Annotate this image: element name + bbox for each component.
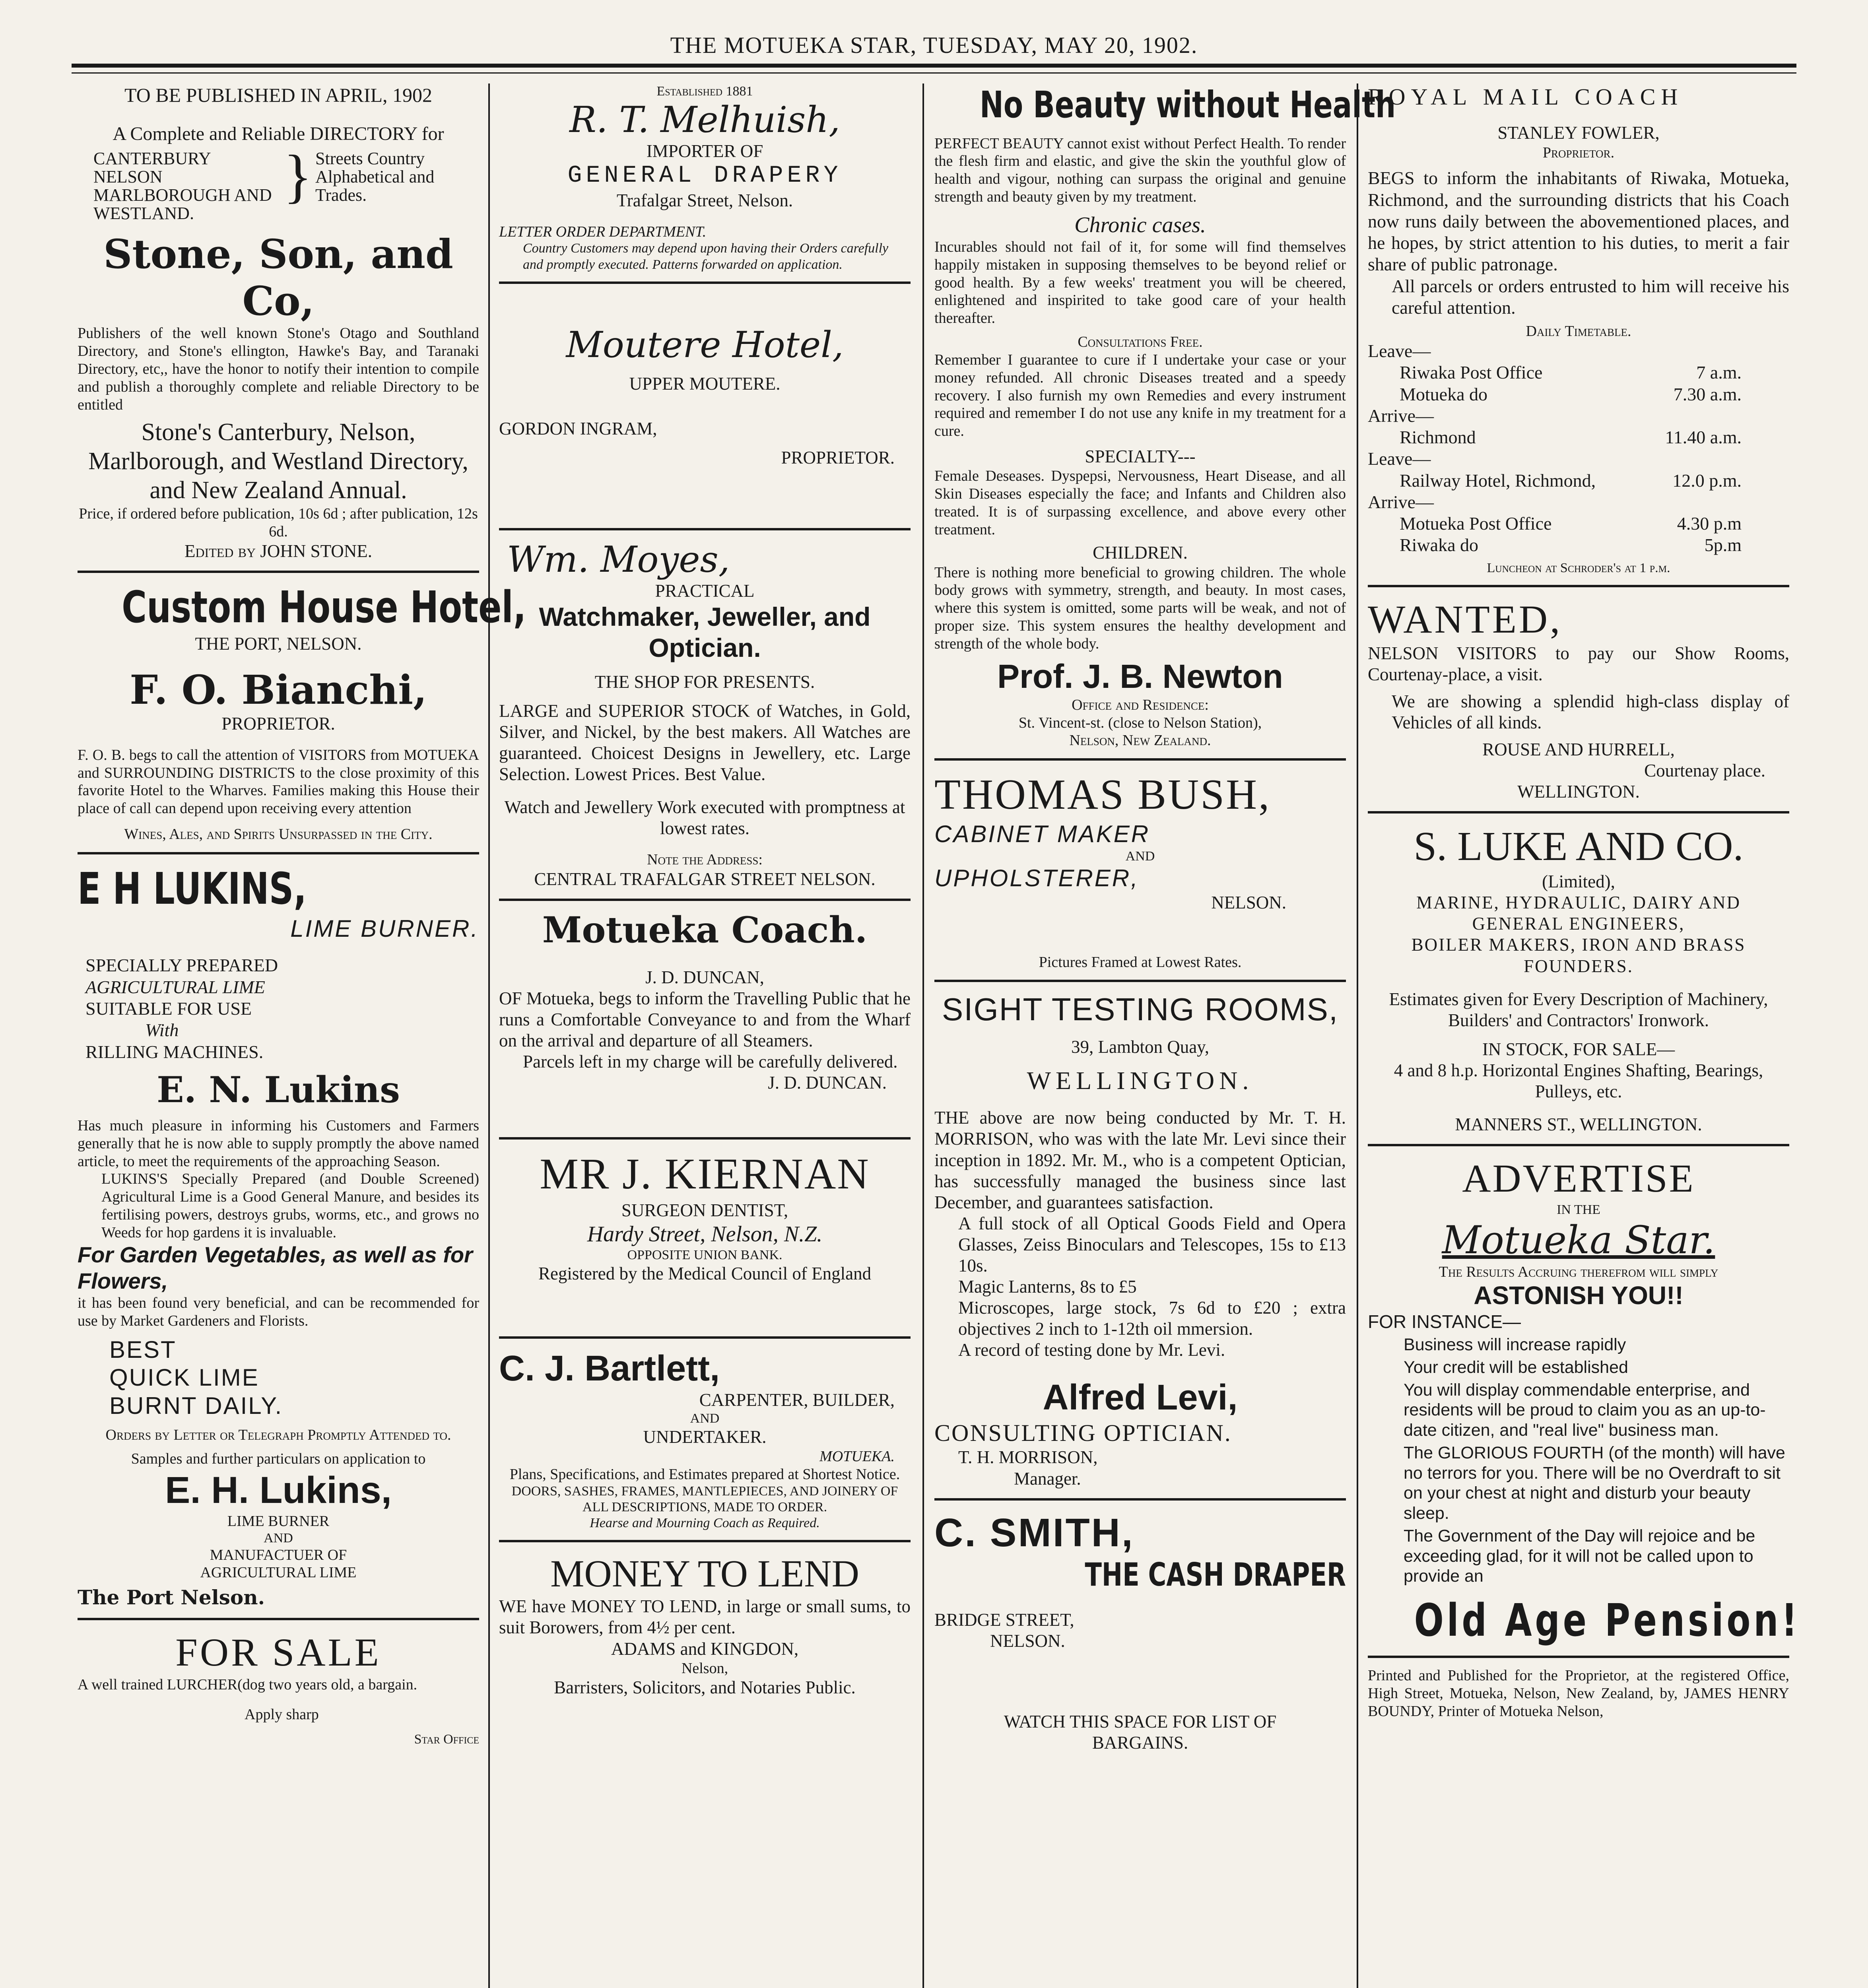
- health-city: Nelson, New Zealand.: [1069, 732, 1211, 749]
- kiernan-role: SURGEON DENTIST,: [621, 1200, 788, 1221]
- for-sale-body: A well trained LURCHER(dog two years old, a bargain.: [78, 1676, 417, 1693]
- moyes-body: LARGE and SUPERIOR STOCK of Watches, in Gold, Silver, and Nickel, by the best makers. All Watches are guaranteed. Choicest Designs in Jewellery, etc. Large Selection. Lowest Prices. Best Value.: [499, 701, 911, 784]
- bartlett-trade2: UNDERTAKER.: [643, 1427, 767, 1447]
- divider: [499, 1336, 911, 1339]
- directory-regions-block: [93, 143, 479, 223]
- ad-moyes: [499, 539, 911, 890]
- lukins-line: With: [145, 1020, 179, 1041]
- luke-items: 4 and 8 h.p. Horizontal Engines Shafting, Bearings, Pulleys, etc.: [1394, 1060, 1763, 1102]
- for-sale-title: FOR SALE: [175, 1630, 381, 1675]
- kiernan-street: Hardy Street, Nelson, N.Z.: [587, 1222, 823, 1247]
- column-3: [926, 83, 1396, 1988]
- sight-levi: Alfred Levi,: [1043, 1378, 1238, 1418]
- bush-frames: Pictures Framed at Lowest Rates.: [1039, 953, 1242, 971]
- smith-city: NELSON.: [990, 1631, 1065, 1651]
- ad-for-sale: [78, 1629, 479, 1747]
- bush-and: AND: [1125, 848, 1155, 864]
- luke-ltd: (Limited),: [1542, 872, 1615, 892]
- smith-name: C. SMITH,: [934, 1510, 1134, 1555]
- advertise-in-the: IN THE: [1557, 1202, 1600, 1217]
- royal-mail-role: Proprietor.: [1542, 144, 1615, 161]
- custom-house-owner: F. O. Bianchi,: [130, 666, 427, 713]
- divider: [78, 571, 479, 573]
- melhuish-dept: LETTER ORDER DEPARTMENT.: [499, 223, 707, 240]
- sight-title: SIGHT TESTING ROOMS,: [942, 992, 1339, 1027]
- health-specialty-body: Female Deseases. Dyspepsi, Nervousness, Heart Disease, and all Skin Diseases especially the face; and Infants and Children also treated. It is of surpassing excellence, and above every other treatment.: [934, 468, 1346, 538]
- divider: [499, 1137, 911, 1140]
- lukins-best: QUICK LIME: [109, 1364, 259, 1391]
- lukins-samples: Samples and further particulars on application to: [131, 1450, 426, 1467]
- health-addr: St. Vincent-st. (close to Nelson Station),: [1018, 714, 1262, 731]
- lukins-body2: LUKINS'S Specially Prepared (and Double Screened) Agricultural Lime is a Good General Manure, and besides its fertilising powers, destroys grubs, worms, etc., and grows no Weeds for hop gardens it is invaluable.: [101, 1171, 479, 1241]
- wanted-title: WANTED,: [1368, 597, 1563, 641]
- coach-body: OF Motueka, begs to inform the Travelling Public that he runs a Comfortable Conveyance to and from the Wharf on the arrival and departure of all Steamers.: [499, 988, 911, 1051]
- moutere-role: PROPRIETOR.: [781, 448, 895, 468]
- ad-luke: [1368, 822, 1789, 1135]
- luke-addr: MANNERS ST., WELLINGTON.: [1455, 1114, 1702, 1135]
- sight-body: THE above are now being conducted by Mr. T. H. MORRISON, who was with the late Mr. Levi since their inception in 1892. Mr. M., who is a competent Optician, has successfully managed the business since last December, and guarantees satisfaction.: [934, 1108, 1346, 1212]
- timetable-time: 4.30 p.m: [1677, 513, 1742, 534]
- custom-house-role: PROPRIETOR.: [221, 713, 335, 734]
- timetable-row: [1368, 427, 1789, 448]
- money-place: Nelson,: [681, 1660, 728, 1677]
- timetable-place: Richmond: [1400, 427, 1476, 448]
- bartlett-and: AND: [690, 1411, 720, 1426]
- sight-mgr-role: Manager.: [1014, 1468, 1081, 1489]
- bush-trade2: UPHOLSTERER,: [934, 864, 1139, 891]
- moyes-trade: Watchmaker, Jeweller, and Optician.: [539, 602, 871, 662]
- column-1: [70, 83, 526, 1988]
- lukins-best: BURNT DAILY.: [109, 1392, 283, 1419]
- advertise-astonish: ASTONISH YOU!!: [1474, 1281, 1684, 1310]
- lukins-orders: Orders by Letter or Telegraph Promptly Attended to.: [105, 1426, 451, 1443]
- timetable-row: Arrive—: [1368, 405, 1434, 426]
- timetable-time: 5p.m: [1704, 535, 1742, 555]
- lukins-sig-line: AGRICULTURAL LIME: [200, 1564, 357, 1581]
- timetable-row: Arrive—: [1368, 491, 1434, 512]
- directory-editor: Edited by JOHN STONE.: [184, 541, 373, 561]
- ad-bush: [934, 769, 1346, 971]
- divider: [934, 1498, 1346, 1501]
- ad-custom-house: [78, 581, 526, 843]
- sight-lanterns: Magic Lanterns, 8s to £5: [958, 1277, 1137, 1297]
- divider: [78, 1618, 479, 1620]
- advertise-item: Your credit will be established: [1404, 1357, 1628, 1377]
- coach-owner: J. D. DUNCAN,: [645, 967, 764, 987]
- divider: [499, 1540, 911, 1542]
- directory-firm: Stone, Son, and Co,: [103, 231, 453, 325]
- custom-house-wines: Wines, Ales, and Spirits Unsurpassed in the City.: [124, 826, 433, 843]
- melhuish-importer: IMPORTER OF: [646, 141, 763, 161]
- melhuish-name: R. T. Melhuish,: [569, 99, 840, 141]
- ad-money: [499, 1551, 911, 1698]
- ad-motueka-coach: [499, 910, 911, 1093]
- health-title: No Beauty without Health: [979, 83, 1396, 126]
- bartlett-plans: Plans, Specifications, and Estimates prepared at Shortest Notice.: [509, 1466, 900, 1483]
- advertise-instance: FOR INSTANCE—: [1368, 1311, 1521, 1332]
- timetable-row: Leave—: [1368, 448, 1431, 469]
- advertise-item: The Government of the Day will rejoice and be exceeding glad, for it will not be called upon to provide an: [1404, 1526, 1755, 1586]
- divider: [1368, 1144, 1789, 1146]
- ad-health: [934, 83, 1396, 749]
- bartlett-hearse: Hearse and Mourning Coach as Required.: [590, 1515, 820, 1530]
- ad-lukins: [78, 863, 479, 1609]
- sight-levi-role: CONSULTING OPTICIAN.: [934, 1419, 1232, 1446]
- royal-mail-timetable: Daily Timetable.: [1526, 323, 1631, 340]
- ad-smith: [934, 1509, 1346, 1754]
- luke-stock: IN STOCK, FOR SALE—: [1482, 1039, 1675, 1059]
- timetable-place: Railway Hotel, Richmond,: [1400, 470, 1596, 491]
- melhuish-street: Trafalgar Street, Nelson.: [616, 190, 793, 210]
- bush-place: NELSON.: [1211, 893, 1286, 913]
- royal-mail-owner: STANLEY FOWLER,: [1497, 123, 1660, 143]
- column-rule: [488, 83, 490, 1988]
- timetable-row: Leave—: [1368, 341, 1431, 361]
- ad-royal-mail: [1368, 83, 1789, 576]
- directory-body: Publishers of the well known Stone's Otago and Southland Directory, and Stone's ellington, Hawke's Bay, and Taranaki Directory, etc,, have the honor to notify their intention to compile and publish a thoroughly complete and reliable Directory to be entitled: [78, 325, 479, 413]
- coach-parcels: Parcels left in my charge will be carefully delivered.: [523, 1052, 898, 1072]
- advertise-paper: Motueka Star.: [1442, 1218, 1715, 1263]
- health-remember: Remember I guarantee to cure if I undertake your case or your money refunded. All chronic Diseases treated and a speedy recovery. I also furnish my own Remedies and every instrument required and remember I do not use any knife in my treatment for a cure.: [934, 351, 1346, 440]
- melhuish-note: Country Customers may depend upon having their Orders carefully and promptly executed. Patterns forwarded on application.: [523, 241, 889, 272]
- divider: [1368, 585, 1789, 587]
- luke-trade: MARINE, HYDRAULIC, DAIRY AND GENERAL ENGINEERS,: [1416, 893, 1741, 934]
- for-sale-office: Star Office: [414, 1732, 479, 1747]
- divider: [934, 758, 1346, 761]
- health-consult: Consultations Free.: [1078, 334, 1203, 351]
- health-specialty: SPECIALTY---: [1085, 447, 1196, 467]
- custom-house-body: F. O. B. begs to call the attention of VISITORS from MOTUEKA and SURROUNDING DISTRICTS to the close proximity of this favorite Hotel to the Wharves. Families making this House their place of call can depend upon receiving every attention: [78, 746, 479, 817]
- imprint: Printed and Published for the Proprietor, at the registered Office, High Street, Motueka, Nelson, New Zealand, by, JAMES HENRY BOUNDY, Printer of Motueka Nelson,: [1368, 1667, 1789, 1720]
- lukins-line: SUITABLE FOR USE: [85, 998, 252, 1019]
- for-sale-apply: Apply sharp: [245, 1706, 319, 1723]
- sight-micro: Microscopes, large stock, 7s 6d to £20 ; extra objectives 2 inch to 1-12th oil mmersion.: [958, 1298, 1346, 1339]
- wanted-body2: We are showing a splendid high-class display of Vehicles of all kinds.: [1392, 691, 1789, 733]
- moyes-work: Watch and Jewellery Work executed with promptness at lowest rates.: [504, 797, 905, 839]
- health-chronic-body: Incurables should not fail of it, for some will find themselves happily mistaken in supposing themselves to be beyond relief or good health. By a few weeks' treatment you will be cheered, enlightened and inspirited to take good care of your health thereafter.: [934, 238, 1346, 327]
- timetable-place: Riwaka do: [1400, 535, 1479, 555]
- smith-watch: WATCH THIS SPACE FOR LIST OF BARGAINS.: [1004, 1712, 1277, 1753]
- divider: [934, 980, 1346, 982]
- divider: [1368, 1656, 1789, 1658]
- sight-mgr: T. H. MORRISON,: [958, 1447, 1098, 1468]
- divider: [78, 852, 479, 854]
- divider: [499, 528, 911, 530]
- ad-melhuish: [499, 83, 911, 273]
- lukins-line: RILLING MACHINES.: [85, 1041, 264, 1062]
- directory-price: Price, if ordered before publication, 10s 6d ; after publication, 12s 6d.: [79, 505, 478, 540]
- lukins-place: The Port Nelson.: [78, 1586, 265, 1609]
- divider: [499, 899, 911, 901]
- smith-addr: BRIDGE STREET,: [934, 1610, 1074, 1630]
- wanted-place: Courtenay place.: [1644, 761, 1765, 781]
- health-children-body: There is nothing more beneficial to growing children. The whole body grows with symmetry, strength, and beauty. In most cases, where this system is omitted, some parts will be weak, and not of proper size. This system ensures the healthy development and strength of the whole body.: [934, 564, 1346, 652]
- column-2: [491, 83, 918, 1988]
- lukins-best: BEST: [109, 1336, 177, 1363]
- kiernan-reg: Registered by the Medical Council of England: [538, 1264, 872, 1284]
- health-chronic: Chronic cases.: [1074, 212, 1206, 237]
- ad-moutere: [499, 293, 911, 469]
- health-body: PERFECT BEAUTY cannot exist without Perfect Health. To render the flesh firm and elastic, and give the skin the youthful glow of health and vigour, nothing can surpass the original and genuine strength and beauty given by my treatment.: [934, 135, 1346, 206]
- bartlett-doors: DOORS, SASHES, FRAMES, MANTLEPIECES, AND JOINERY OF ALL DESCRIPTIONS, MADE TO ORDER.: [511, 1483, 898, 1514]
- bartlett-town: MOTUEKA.: [819, 1448, 895, 1465]
- bartlett-trade: CARPENTER, BUILDER,: [699, 1390, 895, 1410]
- sight-stock: A full stock of all Optical Goods Field and Opera Glasses, Zeiss Binoculars and Telescopes, 15s to £13 10s.: [958, 1213, 1346, 1276]
- ad-advertise: [1368, 1155, 1800, 1647]
- advertise-pension: Old Age Pension!: [1414, 1595, 1800, 1647]
- timetable-row: [1368, 534, 1789, 556]
- timetable-time: 7 a.m.: [1696, 362, 1742, 383]
- royal-mail-title: ROYAL MAIL COACH: [1368, 84, 1684, 110]
- lukins-garden-tail: it has been found very beneficial, and can be recommended for use by Market Gardeners and Florists.: [78, 1294, 479, 1329]
- advertise-item: The GLORIOUS FOURTH (of the month) will have no terrors for you. There will be no Overdraft to sit on your chest at night and disturb your beauty sleep.: [1404, 1443, 1785, 1523]
- ad-kiernan: [499, 1148, 911, 1284]
- lukins-line: SPECIALLY PREPARED: [85, 955, 278, 976]
- column-4: [1360, 83, 1800, 1988]
- custom-house-name: Custom House Hotel,: [122, 581, 526, 633]
- sight-city: WELLINGTON.: [1027, 1066, 1254, 1095]
- directory-kinds: Streets Country Alphabetical and Trades.: [315, 148, 435, 205]
- melhuish-goods: GENERAL DRAPERY: [567, 162, 842, 189]
- advertise-item: You will display commendable enterprise, and residents will be proud to claim you as an up-to-date citizen, and "real live" business man.: [1404, 1380, 1766, 1440]
- divider: [499, 282, 911, 284]
- royal-mail-parcels: All parcels or orders entrusted to him will receive his careful attention.: [1392, 276, 1789, 318]
- custom-house-place: THE PORT, NELSON.: [195, 633, 362, 654]
- masthead: THE MOTUEKA STAR, TUESDAY, MAY 20, 1902.: [670, 32, 1198, 58]
- moyes-practical: PRACTICAL: [655, 580, 755, 601]
- money-role: Barristers, Solicitors, and Notaries Public.: [554, 1677, 856, 1698]
- health-prof: Prof. J. B. Newton: [997, 657, 1283, 695]
- lukins-name: E H LUKINS,: [78, 863, 307, 914]
- directory-headline: TO BE PUBLISHED IN APRIL, 1902: [124, 84, 433, 106]
- ad-sight: [934, 991, 1346, 1489]
- moyes-shop: THE SHOP FOR PRESENTS.: [594, 672, 815, 692]
- lukins-sig-line: AND: [264, 1530, 293, 1545]
- timetable-place: Riwaka Post Office: [1400, 362, 1543, 383]
- timetable-place: Motueka Post Office: [1400, 513, 1552, 534]
- bush-trade: CABINET MAKER: [934, 820, 1150, 847]
- wanted-city: WELLINGTON.: [1517, 782, 1640, 802]
- health-office: Office and Residence:: [1072, 696, 1209, 713]
- lukins-sig: E. H. Lukins,: [165, 1469, 392, 1511]
- directory-intro: A Complete and Reliable DIRECTORY for: [113, 123, 444, 144]
- lukins-sig-line: MANUFACTUER OF: [210, 1546, 347, 1563]
- royal-mail-lunch: Luncheon at Schroder's at 1 p.m.: [1487, 560, 1670, 575]
- divider: [1368, 811, 1789, 813]
- lukins-line: AGRICULTURAL LIME: [85, 977, 265, 997]
- directory-title: Stone's Canterbury, Nelson, Marlborough, and Westland Directory, and New Zealand Annual.: [88, 418, 468, 504]
- advertise-results: The Results Accruing therefrom will simply: [1439, 1263, 1718, 1280]
- masthead-rule-thin: [72, 72, 1796, 74]
- melhuish-est: Established 1881: [656, 84, 753, 99]
- timetable-row: [1368, 384, 1789, 405]
- smith-role: THE CASH DRAPER: [1085, 1556, 1346, 1593]
- kiernan-opp: OPPOSITE UNION BANK.: [627, 1248, 783, 1263]
- luke-est: Estimates given for Every Description of Machinery, Builders' and Contractors' Ironwork.: [1389, 989, 1768, 1030]
- column-rule: [1357, 83, 1358, 1988]
- kiernan-name: MR J. KIERNAN: [540, 1149, 870, 1198]
- lukins-trade: LIME BURNER.: [290, 915, 479, 942]
- health-children: CHILDREN.: [1093, 543, 1188, 563]
- lukins-body: Has much pleasure in informing his Customers and Farmers generally that he is now able to supply promptly the above named article, to meet the requirements of the approaching Season.: [78, 1117, 479, 1170]
- moutere-place: UPPER MOUTERE.: [629, 374, 781, 394]
- advertise-title: ADVERTISE: [1462, 1156, 1695, 1201]
- timetable-time: 11.40 a.m.: [1665, 427, 1742, 448]
- timetable-row: [1368, 362, 1789, 383]
- lukins-sig-line: LIME BURNER: [227, 1512, 330, 1530]
- luke-name: S. LUKE AND CO.: [1414, 823, 1744, 870]
- moutere-owner: GORDON INGRAM,: [499, 419, 657, 439]
- ad-bartlett: [499, 1347, 911, 1531]
- timetable-time: 7.30 a.m.: [1673, 384, 1742, 404]
- moyes-address: CENTRAL TRAFALGAR STREET NELSON.: [534, 869, 876, 889]
- timetable-place: Motueka do: [1400, 384, 1488, 404]
- money-body: WE have MONEY TO LEND, in large or small sums, to suit Borowers, from 4½ per cent.: [499, 1596, 911, 1638]
- moyes-name: Wm. Moyes,: [507, 539, 730, 581]
- money-firm: ADAMS and KINGDON,: [611, 1639, 799, 1659]
- coach-name: Motueka Coach.: [542, 909, 868, 951]
- lukins-garden: For Garden Vegetables, as well as for Flowers,: [78, 1242, 473, 1293]
- moyes-note: Note the Address:: [647, 851, 763, 868]
- sight-addr: 39, Lambton Quay,: [1071, 1037, 1209, 1057]
- timetable-row: [1368, 470, 1789, 491]
- timetable: [1368, 340, 1789, 556]
- bush-name: THOMAS BUSH,: [934, 771, 1271, 819]
- bartlett-name: C. J. Bartlett,: [499, 1348, 720, 1388]
- money-title: MONEY TO LEND: [550, 1552, 859, 1595]
- advertise-item: Business will increase rapidly: [1404, 1335, 1626, 1355]
- sight-record: A record of testing done by Mr. Levi.: [958, 1340, 1225, 1360]
- timetable-row: [1368, 513, 1789, 534]
- ad-wanted: [1368, 596, 1789, 803]
- column-rule: [922, 83, 924, 1988]
- timetable-time: 12.0 p.m.: [1672, 470, 1742, 491]
- directory-regions: CANTERBURY NELSON MARLBOROUGH AND WESTLAND.: [93, 148, 272, 223]
- royal-mail-body: BEGS to inform the inhabitants of Riwaka, Motueka, Richmond, and the surrounding districts that his Coach now runs daily between the abovementioned places, and he hopes, by strict attention to his duties, to merit a fair share of public patronage.: [1368, 168, 1789, 275]
- luke-trade2: BOILER MAKERS, IRON AND BRASS FOUNDERS.: [1411, 935, 1746, 976]
- lukins-gothic-name: E. N. Lukins: [157, 1068, 400, 1111]
- ad-directory: [78, 83, 479, 562]
- wanted-firm: ROUSE AND HURRELL,: [1482, 740, 1675, 760]
- wanted-body: NELSON VISITORS to pay our Show Rooms, Courtenay-place, a visit.: [1368, 643, 1789, 684]
- brace-glyph: }: [284, 143, 312, 209]
- moutere-name: Moutere Hotel,: [566, 324, 844, 366]
- masthead-rule: [72, 64, 1796, 68]
- coach-sig: J. D. DUNCAN.: [768, 1073, 887, 1093]
